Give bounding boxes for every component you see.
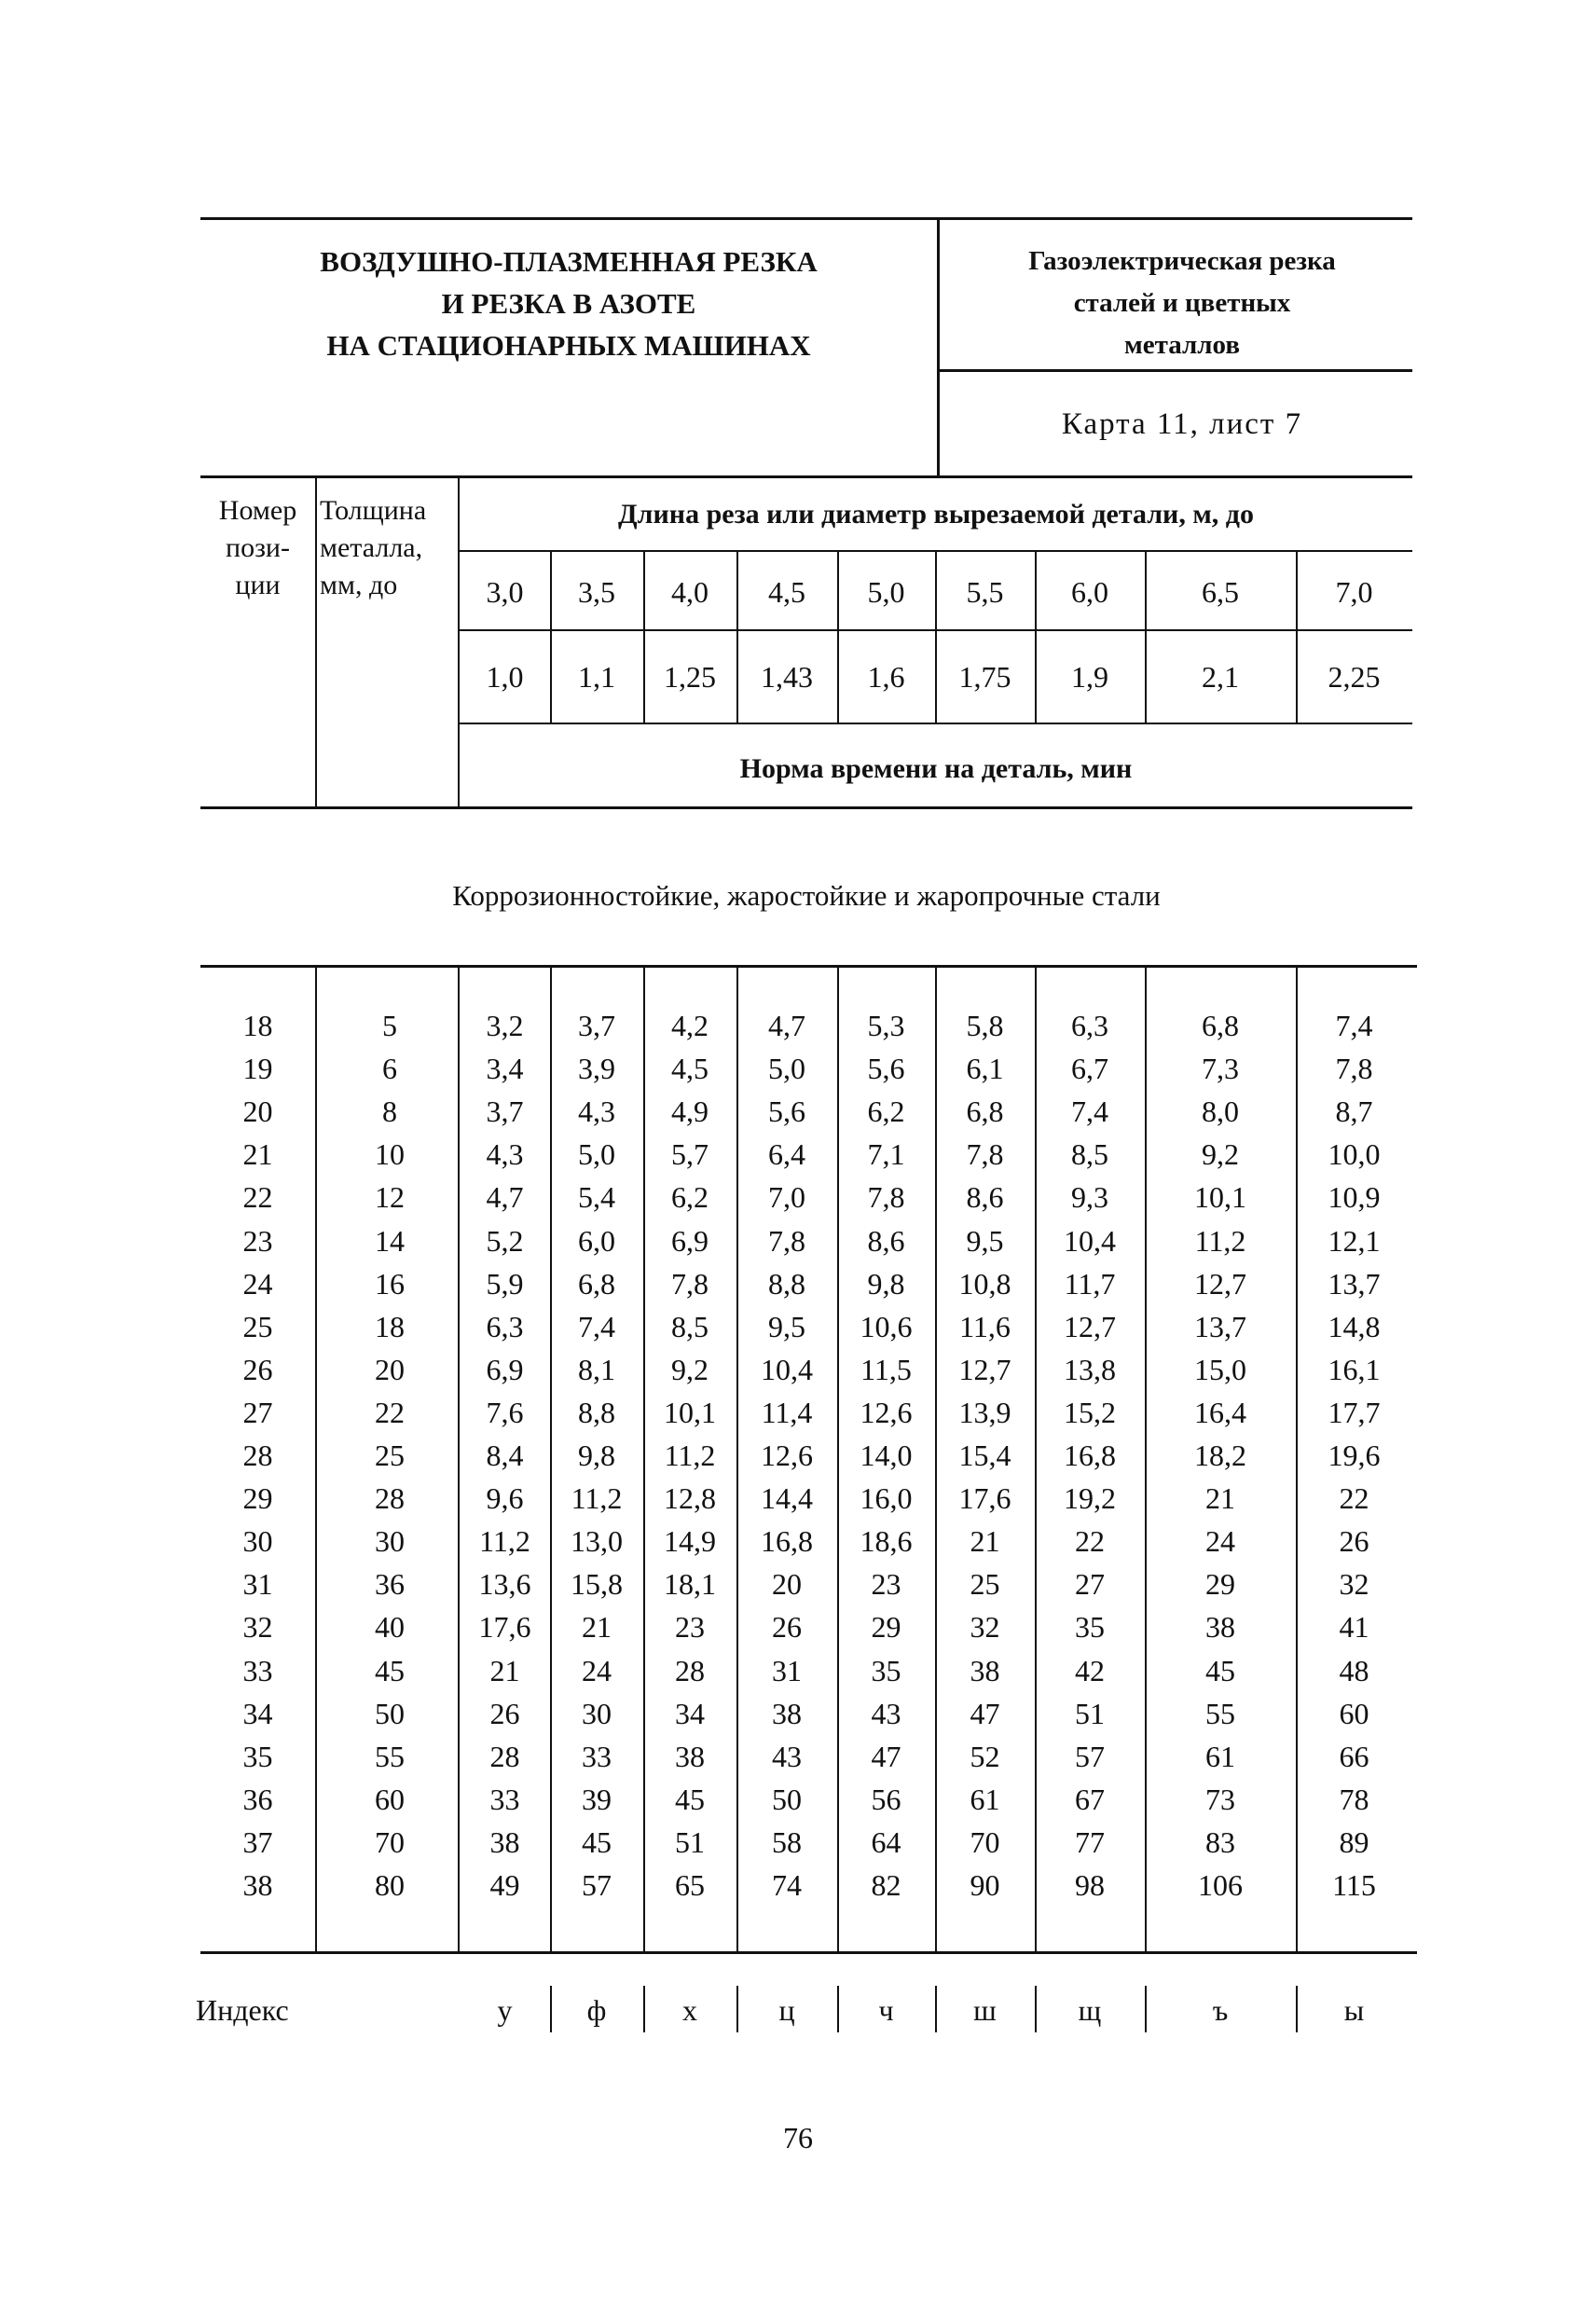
table-cell: 11,2	[571, 1481, 623, 1515]
table-cell: 78	[1339, 1783, 1369, 1816]
table-cell: 31	[772, 1654, 802, 1687]
row-thickness: 12	[375, 1180, 405, 1214]
length-value: 5,5	[966, 575, 1004, 609]
table-cell: 32	[1339, 1567, 1369, 1601]
table-cell: 7,1	[867, 1137, 905, 1171]
table-cell: 49	[489, 1868, 520, 1902]
table-cell: 5,2	[486, 1224, 524, 1258]
row-thickness: 28	[375, 1481, 405, 1515]
row-thickness: 30	[375, 1524, 405, 1558]
table-cell: 8,7	[1335, 1095, 1373, 1128]
row-position: 30	[242, 1524, 273, 1558]
table-cell: 7,4	[1071, 1095, 1108, 1128]
table-cell: 6,2	[867, 1095, 905, 1128]
table-cell: 74	[772, 1868, 802, 1902]
row-position: 23	[242, 1224, 273, 1258]
table-cell: 51	[1075, 1697, 1105, 1730]
table-cell: 57	[1075, 1740, 1105, 1773]
length-value: 6,5	[1202, 575, 1239, 609]
table-cell: 22	[1339, 1481, 1369, 1515]
table-cell: 65	[675, 1868, 705, 1902]
table-cell: 47	[871, 1740, 901, 1773]
body-bottom-rule	[200, 1951, 1417, 1954]
table-cell: 73	[1205, 1783, 1235, 1816]
table-cell: 9,6	[486, 1481, 524, 1515]
row-position: 27	[242, 1396, 273, 1429]
table-cell: 21	[970, 1524, 1000, 1558]
table-cell: 6,3	[1071, 1009, 1108, 1042]
row-thickness: 36	[375, 1567, 405, 1601]
table-cell: 12,8	[664, 1481, 716, 1515]
table-cell: 11,5	[860, 1353, 912, 1386]
table-cell: 8,4	[486, 1439, 524, 1472]
table-cell: 6,0	[578, 1224, 615, 1258]
diameter-value: 1,6	[867, 660, 905, 694]
index-letter: ы	[1343, 1993, 1365, 2027]
position-header-line-1: Номер	[218, 495, 297, 526]
row-position: 35	[242, 1740, 273, 1773]
diameters-rule	[460, 723, 1412, 724]
position-header-line-3: ции	[235, 570, 281, 600]
table-cell: 13,8	[1064, 1353, 1116, 1386]
row-thickness: 20	[375, 1353, 405, 1386]
row-thickness: 45	[375, 1654, 405, 1687]
table-cell: 23	[675, 1610, 705, 1644]
diameter-value: 2,25	[1328, 660, 1381, 694]
index-letter: щ	[1078, 1993, 1102, 2027]
table-cell: 5,7	[671, 1137, 709, 1171]
row-position: 33	[242, 1654, 273, 1687]
row-thickness: 8	[382, 1095, 397, 1128]
table-cell: 13,6	[478, 1567, 531, 1601]
table-cell: 14,4	[761, 1481, 813, 1515]
table-cell: 21	[489, 1654, 520, 1687]
table-cell: 18,6	[860, 1524, 913, 1558]
table-cell: 11,7	[1064, 1267, 1116, 1301]
table-cell: 19,6	[1328, 1439, 1381, 1472]
table-cell: 18,1	[664, 1567, 716, 1601]
table-cell: 61	[1205, 1740, 1235, 1773]
table-cell: 7,8	[671, 1267, 709, 1301]
table-cell: 90	[970, 1868, 1000, 1902]
table-cell: 64	[871, 1825, 901, 1859]
table-cell: 14,9	[664, 1524, 716, 1558]
table-cell: 12,7	[958, 1353, 1011, 1386]
table-cell: 17,6	[958, 1481, 1011, 1515]
table-cell: 26	[772, 1610, 802, 1644]
row-position: 20	[242, 1095, 273, 1128]
table-cell: 41	[1339, 1610, 1369, 1644]
table-cell: 11,2	[479, 1524, 530, 1558]
table-cell: 61	[970, 1783, 1000, 1816]
table-cell: 7,6	[486, 1396, 524, 1429]
table-cell: 23	[871, 1567, 901, 1601]
table-cell: 3,4	[486, 1052, 524, 1085]
title-line-1: ВОЗДУШНО-ПЛАЗМЕННАЯ РЕЗКА	[320, 245, 818, 278]
table-cell: 15,4	[958, 1439, 1011, 1472]
table-cell: 25	[970, 1567, 1000, 1601]
table-cell: 5,9	[486, 1267, 524, 1301]
row-position: 19	[242, 1052, 273, 1085]
table-cell: 18,2	[1194, 1439, 1246, 1472]
table-cell: 4,7	[486, 1180, 524, 1214]
table-cell: 52	[970, 1740, 1000, 1773]
table-cell: 12,7	[1064, 1310, 1116, 1343]
table-cell: 7,8	[1335, 1052, 1373, 1085]
row-position: 37	[242, 1825, 273, 1859]
length-header: Длина реза или диаметр вырезаемой детали, м, до	[618, 499, 1254, 530]
table-cell: 8,8	[768, 1267, 805, 1301]
row-thickness: 22	[375, 1396, 405, 1429]
table-cell: 8,8	[578, 1396, 615, 1429]
table-cell: 83	[1205, 1825, 1235, 1859]
table-cell: 50	[772, 1783, 802, 1816]
index-letter: ш	[973, 1993, 997, 2027]
row-thickness: 70	[375, 1825, 405, 1859]
table-cell: 6,7	[1071, 1052, 1108, 1085]
table-cell: 4,3	[578, 1095, 615, 1128]
table-cell: 9,8	[578, 1439, 615, 1472]
table-cell: 32	[970, 1610, 1000, 1644]
table-cell: 5,0	[768, 1052, 805, 1085]
index-letter: х	[682, 1993, 697, 2027]
table-cell: 14,8	[1328, 1310, 1381, 1343]
table-cell: 42	[1075, 1654, 1105, 1687]
table-cell: 15,8	[571, 1567, 623, 1601]
table-cell: 7,0	[768, 1180, 805, 1214]
table-cell: 7,4	[1335, 1009, 1373, 1042]
table-cell: 38	[1205, 1610, 1235, 1644]
header-vline-thick	[458, 475, 460, 806]
table-cell: 60	[1339, 1697, 1369, 1730]
length-value: 4,5	[768, 575, 805, 609]
table-cell: 3,2	[486, 1009, 524, 1042]
row-thickness: 10	[375, 1137, 405, 1171]
table-cell: 67	[1075, 1783, 1105, 1816]
thickness-header	[320, 492, 460, 604]
table-cell: 6,3	[486, 1310, 524, 1343]
position-header	[200, 492, 315, 604]
row-thickness: 6	[382, 1052, 397, 1085]
table-cell: 38	[970, 1654, 1000, 1687]
table-cell: 16,0	[860, 1481, 913, 1515]
table-cell: 7,8	[867, 1180, 905, 1214]
table-cell: 15,2	[1064, 1396, 1116, 1429]
table-cell: 6,4	[768, 1137, 805, 1171]
index-letter: ц	[778, 1993, 795, 2027]
row-position: 36	[242, 1783, 273, 1816]
table-cell: 10,1	[664, 1396, 716, 1429]
table-cell: 38	[772, 1697, 802, 1730]
position-header-line-2: пози-	[226, 532, 290, 563]
category-line-1: Газоэлектрическая резка	[1028, 246, 1336, 276]
table-cell: 5,4	[578, 1180, 615, 1214]
table-cell: 38	[675, 1740, 705, 1773]
table-cell: 89	[1339, 1825, 1369, 1859]
index-letter: ч	[878, 1993, 894, 2027]
table-cell: 58	[772, 1825, 802, 1859]
table-cell: 98	[1075, 1868, 1105, 1902]
row-thickness: 14	[375, 1224, 405, 1258]
row-position: 26	[242, 1353, 273, 1386]
row-position: 24	[242, 1267, 273, 1301]
table-cell: 6,2	[671, 1180, 709, 1214]
table-cell: 29	[1205, 1567, 1235, 1601]
index-letter: у	[497, 1993, 513, 2027]
index-letter: ф	[586, 1993, 607, 2027]
thickness-header-line-2: металла,	[320, 532, 423, 563]
row-thickness: 80	[375, 1868, 405, 1902]
table-cell: 77	[1075, 1825, 1105, 1859]
row-position: 18	[242, 1009, 273, 1042]
table-cell: 29	[871, 1610, 901, 1644]
table-cell: 24	[582, 1654, 612, 1687]
table-cell: 16,4	[1194, 1396, 1246, 1429]
table-cell: 9,8	[867, 1267, 905, 1301]
table-cell: 3,7	[486, 1095, 524, 1128]
table-cell: 51	[675, 1825, 705, 1859]
thickness-header-line-3: мм, до	[320, 570, 398, 600]
table-cell: 6,9	[486, 1353, 524, 1386]
row-thickness: 50	[375, 1697, 405, 1730]
table-cell: 13,9	[958, 1396, 1011, 1429]
diameter-value: 1,9	[1071, 660, 1108, 694]
table-cell: 21	[1205, 1481, 1235, 1515]
table-cell: 19,2	[1064, 1481, 1116, 1515]
row-position: 34	[242, 1697, 273, 1730]
table-cell: 70	[970, 1825, 1000, 1859]
row-thickness: 60	[375, 1783, 405, 1816]
diameter-value: 2,1	[1202, 660, 1239, 694]
table-cell: 34	[675, 1697, 705, 1730]
diameter-value: 1,1	[578, 660, 615, 694]
table-cell: 24	[1205, 1524, 1235, 1558]
table-title	[200, 241, 937, 366]
table-cell: 106	[1198, 1868, 1243, 1902]
section-title: Коррозионностойкие, жаростойкие и жаропрочные стали	[452, 879, 1161, 912]
table-cell: 7,3	[1202, 1052, 1239, 1085]
table-cell: 6,8	[578, 1267, 615, 1301]
table-cell: 26	[489, 1697, 520, 1730]
table-cell: 4,9	[671, 1095, 709, 1128]
category-title	[940, 241, 1424, 366]
table-cell: 7,8	[966, 1137, 1004, 1171]
table-cell: 26	[1339, 1524, 1369, 1558]
diameter-value: 1,0	[486, 660, 524, 694]
table-cell: 39	[582, 1783, 612, 1816]
table-cell: 7,8	[768, 1224, 805, 1258]
thickness-header-line-1: Толщина	[320, 495, 427, 526]
table-cell: 27	[1075, 1567, 1105, 1601]
table-cell: 5,3	[867, 1009, 905, 1042]
table-cell: 8,0	[1202, 1095, 1239, 1128]
row-position: 32	[242, 1610, 273, 1644]
table-cell: 12,6	[860, 1396, 913, 1429]
table-cell: 47	[970, 1697, 1000, 1730]
row-position: 29	[242, 1481, 273, 1515]
table-cell: 22	[1075, 1524, 1105, 1558]
length-value: 4,0	[671, 575, 709, 609]
table-cell: 13,7	[1328, 1267, 1381, 1301]
table-cell: 9,5	[966, 1224, 1004, 1258]
length-value: 5,0	[867, 575, 905, 609]
table-cell: 11,2	[1194, 1224, 1246, 1258]
row-position: 28	[242, 1439, 273, 1472]
row-position: 31	[242, 1567, 273, 1601]
table-cell: 16,1	[1328, 1353, 1381, 1386]
table-cell: 33	[489, 1783, 520, 1816]
table-cell: 13,0	[571, 1524, 623, 1558]
index-label: Индекс	[196, 1993, 289, 2027]
category-line-2: сталей и цветных	[1073, 288, 1291, 318]
table-cell: 5,0	[578, 1137, 615, 1171]
table-cell: 4,3	[486, 1137, 524, 1171]
table-cell: 10,1	[1194, 1180, 1246, 1214]
norm-header: Норма времени на деталь, мин	[739, 753, 1133, 784]
table-cell: 35	[871, 1654, 901, 1687]
diameter-value: 1,75	[958, 660, 1011, 694]
table-cell: 14,0	[860, 1439, 913, 1472]
table-cell: 8,6	[966, 1180, 1004, 1214]
table-cell: 7,4	[578, 1310, 615, 1343]
title-line-3: НА СТАЦИОНАРНЫХ МАШИНАХ	[326, 329, 811, 362]
table-cell: 3,9	[578, 1052, 615, 1085]
table-cell: 45	[1205, 1654, 1235, 1687]
table-cell: 16,8	[1064, 1439, 1116, 1472]
table-cell: 57	[582, 1868, 612, 1902]
row-thickness: 16	[375, 1267, 405, 1301]
row-thickness: 55	[375, 1740, 405, 1773]
diameter-value: 1,25	[664, 660, 716, 694]
length-value: 6,0	[1071, 575, 1108, 609]
table-cell: 8,6	[867, 1224, 905, 1258]
table-cell: 21	[582, 1610, 612, 1644]
table-cell: 5,6	[768, 1095, 805, 1128]
body-vline-pos	[315, 965, 317, 1953]
table-cell: 66	[1339, 1740, 1369, 1773]
table-cell: 4,5	[671, 1052, 709, 1085]
table-cell: 9,2	[671, 1353, 709, 1386]
table-cell: 56	[871, 1783, 901, 1816]
table-cell: 12,6	[761, 1439, 813, 1472]
row-position: 25	[242, 1310, 273, 1343]
table-cell: 43	[871, 1697, 901, 1730]
colhead-top-rule	[200, 475, 1412, 478]
diameter-value: 1,43	[761, 660, 813, 694]
table-cell: 43	[772, 1740, 802, 1773]
table-cell: 8,5	[1071, 1137, 1108, 1171]
table-cell: 8,1	[578, 1353, 615, 1386]
index-letter: ъ	[1212, 1993, 1229, 2027]
row-thickness: 18	[375, 1310, 405, 1343]
table-cell: 8,5	[671, 1310, 709, 1343]
table-cell: 30	[582, 1697, 612, 1730]
table-cell: 6,1	[966, 1052, 1004, 1085]
table-cell: 38	[489, 1825, 520, 1859]
row-position: 38	[242, 1868, 273, 1902]
category-rule	[939, 369, 1412, 372]
body-top-rule	[200, 965, 1417, 968]
table-cell: 6,9	[671, 1224, 709, 1258]
page-number: 76	[783, 2121, 813, 2155]
table-cell: 45	[582, 1825, 612, 1859]
length-value: 3,0	[486, 575, 524, 609]
table-cell: 4,7	[768, 1009, 805, 1042]
table-cell: 28	[675, 1654, 705, 1687]
row-thickness: 5	[382, 1009, 397, 1042]
header-vline-pos	[315, 475, 317, 806]
table-cell: 48	[1339, 1654, 1369, 1687]
table-cell: 13,7	[1194, 1310, 1246, 1343]
table-cell: 10,0	[1328, 1137, 1381, 1171]
table-cell: 11,2	[664, 1439, 716, 1472]
table-cell: 82	[871, 1868, 901, 1902]
table-cell: 11,4	[761, 1396, 813, 1429]
header-top-rule	[200, 217, 1412, 220]
table-cell: 35	[1075, 1610, 1105, 1644]
table-cell: 28	[489, 1740, 520, 1773]
table-cell: 9,5	[768, 1310, 805, 1343]
table-cell: 9,2	[1202, 1137, 1239, 1171]
row-position: 21	[242, 1137, 273, 1171]
table-cell: 33	[582, 1740, 612, 1773]
title-line-2: И РЕЗКА В АЗОТЕ	[441, 287, 696, 320]
table-cell: 15,0	[1194, 1353, 1246, 1386]
table-cell: 3,7	[578, 1009, 615, 1042]
colhead-bottom-rule	[200, 806, 1412, 809]
table-cell: 4,2	[671, 1009, 709, 1042]
length-value: 7,0	[1335, 575, 1373, 609]
table-cell: 12,1	[1328, 1224, 1381, 1258]
row-thickness: 25	[375, 1439, 405, 1472]
table-cell: 9,3	[1071, 1180, 1108, 1214]
length-value: 3,5	[578, 575, 615, 609]
table-cell: 11,6	[959, 1310, 1011, 1343]
table-cell: 5,6	[867, 1052, 905, 1085]
table-cell: 115	[1332, 1868, 1376, 1902]
category-line-3: металлов	[1124, 330, 1240, 360]
table-cell: 10,4	[761, 1353, 813, 1386]
table-cell: 55	[1205, 1697, 1235, 1730]
table-cell: 20	[772, 1567, 802, 1601]
table-cell: 10,9	[1328, 1180, 1381, 1214]
table-cell: 10,8	[958, 1267, 1011, 1301]
table-cell: 12,7	[1194, 1267, 1246, 1301]
table-cell: 10,6	[860, 1310, 913, 1343]
card-sheet-label: Карта 11, лист 7	[1061, 407, 1303, 441]
table-cell: 16,8	[761, 1524, 813, 1558]
row-position: 22	[242, 1180, 273, 1214]
table-cell: 17,6	[478, 1610, 531, 1644]
table-cell: 6,8	[966, 1095, 1004, 1128]
table-cell: 10,4	[1064, 1224, 1116, 1258]
row-thickness: 40	[375, 1610, 405, 1644]
table-cell: 5,8	[966, 1009, 1004, 1042]
table-cell: 17,7	[1328, 1396, 1381, 1429]
table-cell: 45	[675, 1783, 705, 1816]
table-cell: 6,8	[1202, 1009, 1239, 1042]
